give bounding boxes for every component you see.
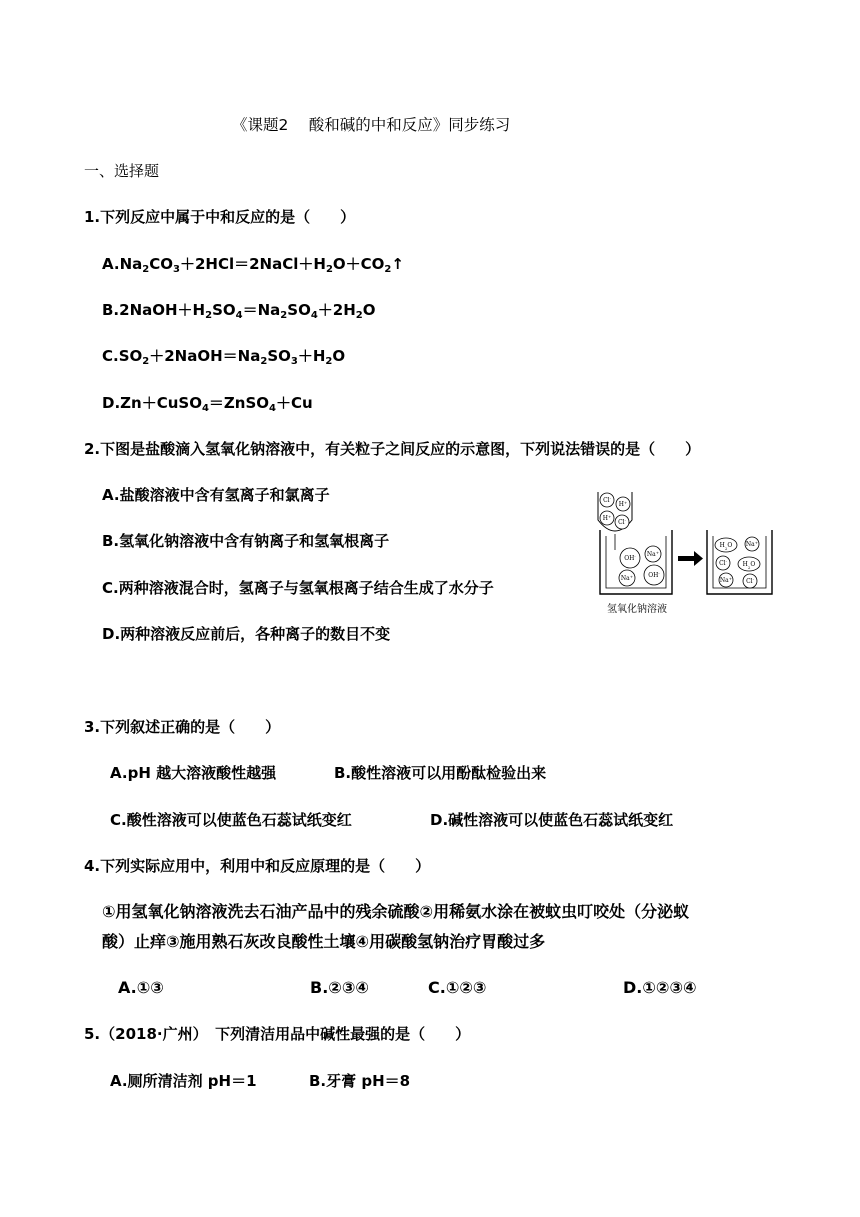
q2-stem: 2.下图是盐酸滴入氢氧化钠溶液中，有关粒子之间反应的示意图，下列说法错误的是（ ） — [84, 440, 701, 458]
q4-option-a: A.①③ — [118, 978, 164, 997]
q1-stem: 1.下列反应中属于中和反应的是（ ） — [84, 208, 356, 226]
q2-option-d: D.两种溶液反应前后，各种离子的数目不变 — [102, 625, 391, 643]
q2-option-b: B.氢氧化钠溶液中含有钠离子和氢氧根离子 — [102, 532, 390, 550]
reaction-arrow — [678, 551, 703, 566]
q5-option-b: B.牙膏 pH＝8 — [309, 1072, 411, 1090]
q4-stem: 4.下列实际应用中，利用中和反应原理的是（ ） — [84, 857, 431, 875]
svg-text:Cl-: Cl- — [746, 576, 754, 585]
page-title: 《课题2 酸和碱的中和反应》同步练习 — [232, 116, 511, 134]
svg-text:OH-: OH- — [648, 570, 660, 579]
q3-option-a: A.pH 越大溶液酸性越强 — [110, 764, 277, 782]
svg-text:H+: H+ — [602, 513, 612, 522]
q2-option-c: C.两种溶液混合时，氢离子与氢氧根离子结合生成了水分子 — [102, 579, 494, 597]
q1-option-b: $B.2NaOH+H_2SO_4=Na_2SO_4+2H_2O$ — [102, 301, 376, 321]
neutralization-diagram — [595, 490, 775, 620]
q1-option-a: $A.Na_2CO_3+2HCl=2NaCl+H_2O+CO_2↑$ — [102, 255, 404, 275]
q4-option-d: D.①②③④ — [623, 978, 697, 997]
svg-text:Cl-: Cl- — [603, 495, 611, 504]
q3-option-b: B.酸性溶液可以用酚酞检验出来 — [334, 764, 547, 782]
q2-option-a: A.盐酸溶液中含有氢离子和氯离子 — [102, 486, 330, 504]
svg-text:Cl-: Cl- — [719, 558, 727, 567]
q1-option-c: $C.SO_2+2NaOH=Na_2SO_3+H_2O$ — [102, 347, 346, 367]
svg-text:Na+: Na+ — [745, 539, 759, 548]
svg-text:H+: H+ — [618, 499, 628, 508]
q3-option-d: D.碱性溶液可以使蓝色石蕊试纸变红 — [430, 811, 674, 829]
q5-stem: 5.（2018·广州） 下列清洁用品中碱性最强的是（ ） — [84, 1025, 471, 1043]
svg-text:Na+: Na+ — [620, 573, 634, 582]
q4-statement-line1: ①用氢氧化钠溶液洗去石油产品中的残余硫酸②用稀氨水涂在被蚊虫叮咬处（分泌蚁 — [102, 902, 690, 921]
svg-text:OH-: OH- — [624, 553, 636, 562]
q4-statement-line2: 酸）止痒③施用熟石灰改良酸性土壤④用碳酸氢钠治疗胃酸过多 — [102, 932, 546, 951]
q5-option-a: A.厕所清洁剂 pH＝1 — [110, 1072, 257, 1090]
q3-option-c: C.酸性溶液可以使蓝色石蕊试纸变红 — [110, 811, 352, 829]
q4-option-c: C.①②③ — [428, 978, 487, 997]
svg-text:H2O: $H_2O$ — [742, 561, 756, 570]
svg-text:Na+: Na+ — [646, 549, 660, 558]
q3-stem: 3.下列叙述正确的是（ ） — [84, 718, 281, 736]
svg-text:Cl-: Cl- — [618, 517, 626, 526]
q1-option-d: D.Zn＋CuSO$_4$＝ZnSO$_4$＋Cu — [102, 394, 313, 414]
figure-caption: 氢氧化钠溶液 — [607, 604, 667, 615]
q4-option-b: B.②③④ — [310, 978, 369, 997]
svg-text:H2O: $H_2O$ — [719, 542, 733, 551]
section-heading: 一、选择题 — [84, 162, 160, 180]
svg-text:Na+: Na+ — [719, 575, 733, 584]
